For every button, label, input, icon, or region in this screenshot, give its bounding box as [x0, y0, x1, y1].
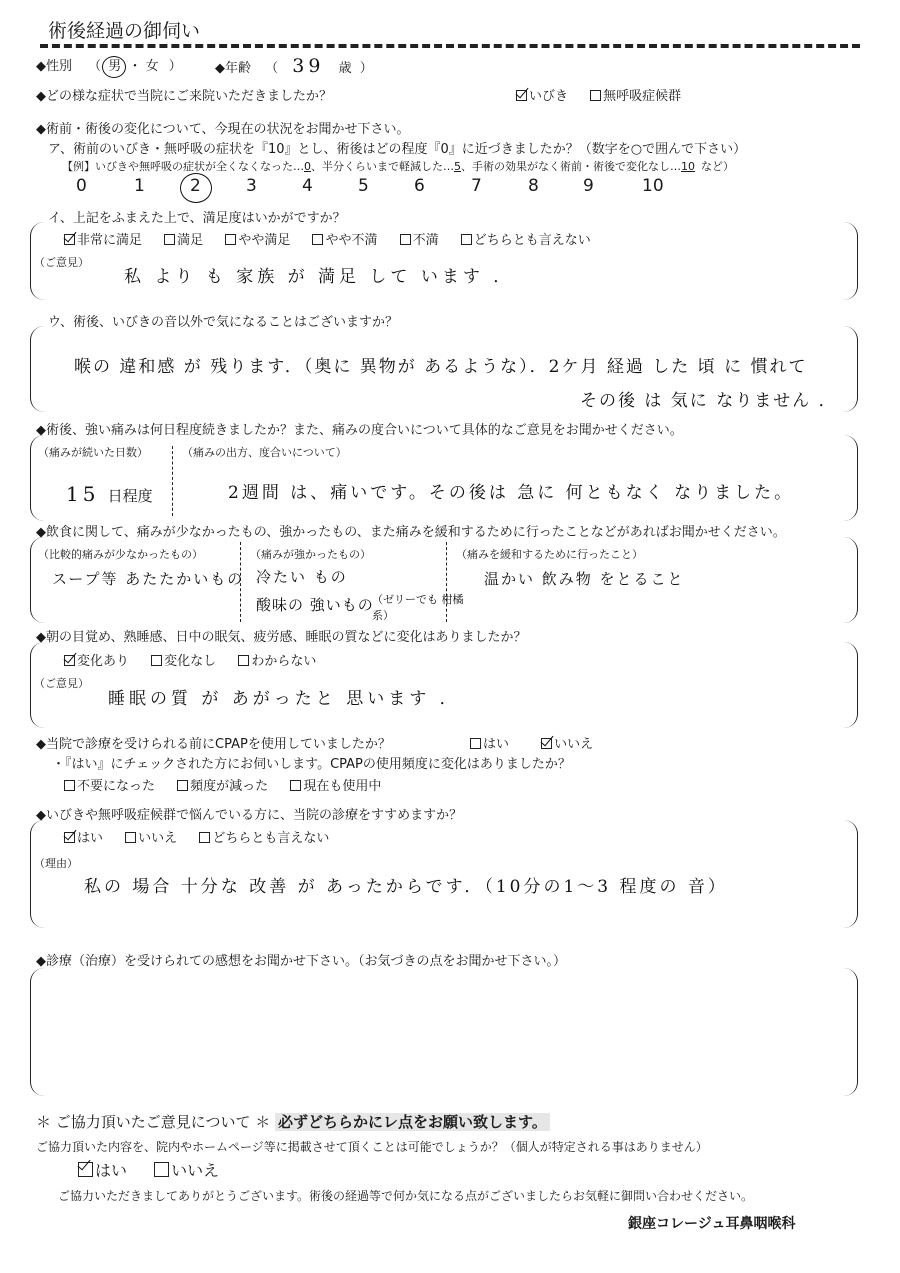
- sex-female[interactable]: 女: [145, 59, 159, 74]
- food-col2-answer-c[interactable]: （ゼリーでも 柑橘系）: [372, 593, 464, 622]
- footer-line2: ご協力頂いた内容を、院内やホームページ等に掲載させて頂くことは可能でしょうか？（個人が特定される事はありません）: [36, 1140, 708, 1154]
- scale-3[interactable]: 3: [246, 176, 257, 196]
- impression-box[interactable]: [30, 968, 858, 1096]
- sex-dot: ・: [128, 59, 142, 74]
- option-recommend-neutral-label: どちらとも言えない: [212, 831, 330, 846]
- recommend-options: [64, 827, 347, 846]
- sex-male-text: 男: [108, 59, 122, 74]
- q-change-example: [62, 158, 734, 174]
- checkbox-changed[interactable]: [64, 655, 75, 666]
- option-somewhat-satisfied[interactable]: [225, 233, 290, 248]
- q-change-a: ア、術前のいびき・無呼吸の症状を『10』とし、術後はどの程度『0』に近づきましたか？（数字を○で囲んで下さい）: [48, 142, 747, 157]
- footer-thanks: ご協力いただきましてありがとうございます。術後の経過等で何か気になる点がございましたらお気軽に御問い合わせください。: [58, 1189, 754, 1203]
- option-not-needed-label: 不要になった: [77, 779, 156, 794]
- scale-1[interactable]: 1: [134, 176, 145, 196]
- footer-no-label: いいえ: [171, 1161, 220, 1180]
- title-rule: [40, 44, 860, 48]
- sex-label: ◆性別: [36, 59, 72, 74]
- pain-days-unit: 日程度: [107, 487, 153, 505]
- cpap-no-label: いいえ: [554, 737, 594, 752]
- scale-9[interactable]: 9: [583, 176, 594, 196]
- footer-no[interactable]: [154, 1161, 219, 1180]
- option-unchanged[interactable]: [151, 654, 216, 669]
- option-not-needed[interactable]: [64, 779, 155, 794]
- option-recommend-no-label: いいえ: [138, 831, 178, 846]
- food-col3-answer[interactable]: 温かい 飲み物 をとること: [484, 570, 685, 588]
- age-label: ◆年齢: [215, 61, 251, 76]
- option-very-satisfied-label: 非常に満足: [77, 233, 143, 248]
- example-zero: 0: [304, 160, 311, 173]
- male-circle: [102, 56, 126, 78]
- option-satisfied[interactable]: [164, 233, 203, 248]
- footer-yes[interactable]: [78, 1161, 127, 1180]
- checkbox-satisfied[interactable]: [164, 234, 175, 245]
- q-recommend-header: ◆いびきや無呼吸症候群で悩んでいる方に、当院の診療をすすめますか？: [36, 808, 463, 823]
- checkbox-snoring[interactable]: [516, 90, 527, 101]
- scale-6[interactable]: 6: [414, 176, 425, 196]
- checkbox-not-needed[interactable]: [64, 780, 75, 791]
- example-tail: など）: [701, 160, 734, 173]
- option-changed[interactable]: [64, 654, 129, 669]
- cpap-sub-options: [64, 775, 399, 794]
- checkbox-dissatisfied[interactable]: [400, 234, 411, 245]
- checkbox-still-using[interactable]: [290, 780, 301, 791]
- option-reduced[interactable]: [177, 779, 268, 794]
- footer-yes-label: はい: [95, 1161, 128, 1180]
- recommend-reason-label: （理由）: [34, 857, 78, 870]
- checkbox-neutral[interactable]: [461, 234, 472, 245]
- checkbox-somewhat-dissatisfied[interactable]: [312, 234, 323, 245]
- q-satisfaction-header: イ、上記をふまえた上で、満足度はいかがですか？: [48, 211, 346, 226]
- option-neutral-label: どちらとも言えない: [473, 233, 591, 248]
- scale-2[interactable]: 2: [190, 176, 201, 196]
- q-pain-header: ◆術後、強い痛みは何日程度続きましたか？また、痛みの度合いについて具体的なご意見をお聞かせください。: [36, 423, 683, 438]
- option-recommend-neutral[interactable]: [199, 831, 329, 846]
- food-col2-label: （痛みが強かったもの）: [250, 548, 371, 561]
- satisfaction-answer[interactable]: 私 より も 家族 が 満足 して います ．: [124, 267, 515, 287]
- age-close: ）: [359, 61, 373, 76]
- option-somewhat-dissatisfied[interactable]: [312, 233, 377, 248]
- checkbox-footer-no[interactable]: [154, 1162, 169, 1177]
- option-snoring[interactable]: [516, 89, 568, 104]
- sleep-options: [64, 650, 334, 669]
- checkbox-cpap-no[interactable]: [541, 738, 552, 749]
- scale-10[interactable]: 10: [642, 176, 664, 196]
- option-snoring-label: いびき: [529, 89, 569, 104]
- sex-open: （: [88, 59, 102, 74]
- scale-row: [0, 176, 900, 200]
- age-value[interactable]: 39: [292, 55, 325, 77]
- option-satisfied-label: 満足: [177, 233, 204, 248]
- scale-8[interactable]: 8: [528, 176, 539, 196]
- footer-line1: [36, 1111, 550, 1132]
- option-recommend-no[interactable]: [125, 831, 177, 846]
- food-col2-answer-b[interactable]: 酸味の 強いもの: [256, 596, 374, 614]
- checkbox-unchanged[interactable]: [151, 655, 162, 666]
- checkbox-recommend-yes[interactable]: [64, 832, 75, 843]
- option-unknown-label: わからない: [251, 654, 317, 669]
- checkbox-somewhat-satisfied[interactable]: [225, 234, 236, 245]
- option-unknown[interactable]: [238, 654, 316, 669]
- food-col2-answer-a[interactable]: 冷たい もの: [256, 568, 348, 586]
- sleep-opinion-label: （ご意見）: [34, 677, 89, 690]
- option-apnea-label: 無呼吸症候群: [603, 89, 682, 104]
- q-impression-header: ◆診療（治療）を受けられての感想をお聞かせ下さい。（お気づきの点をお聞かせ下さい。）: [36, 954, 566, 969]
- checkbox-reduced[interactable]: [177, 780, 188, 791]
- other-answer-line2[interactable]: その後 は 気に なりません ．: [580, 391, 838, 411]
- checkbox-apnea[interactable]: [590, 90, 601, 101]
- option-still-using-label: 現在も使用中: [303, 779, 382, 794]
- clinic-name: 銀座コレージュ耳鼻咽喉科: [628, 1216, 796, 1232]
- scale-7[interactable]: 7: [471, 176, 482, 196]
- cpap-yes-label: はい: [483, 737, 510, 752]
- footer-options: [78, 1158, 219, 1181]
- cpap-no[interactable]: [541, 737, 593, 752]
- checkbox-footer-yes[interactable]: [78, 1162, 93, 1177]
- food-col1-answer[interactable]: スープ等 あたたかいもの: [52, 570, 245, 588]
- pain-divider: [172, 446, 173, 516]
- sex-close: ）: [168, 59, 182, 74]
- footer-line1-emphasis: 必ずどちらかにレ点をお願い致します。: [275, 1113, 550, 1131]
- example-five: 5: [454, 160, 461, 173]
- age-open: （: [265, 61, 279, 76]
- option-neutral[interactable]: [461, 233, 591, 248]
- symptom-options: [516, 85, 681, 104]
- sex-male[interactable]: [105, 59, 124, 74]
- q-sleep-header: ◆朝の目覚め、熟睡感、日中の眠気、疲労感、睡眠の質などに変化はありましたか？: [36, 630, 527, 645]
- q-cpap-header: ◆当院で診療を受けられる前にCPAPを使用していましたか？: [36, 737, 391, 752]
- checkbox-very-satisfied[interactable]: [64, 234, 75, 245]
- option-recommend-yes[interactable]: [64, 831, 103, 846]
- q-change-header: ◆術前・術後の変化について、今現在の状況をお聞かせ下さい。: [36, 122, 410, 137]
- pain-days-value[interactable]: 15: [66, 482, 100, 506]
- q-symptom: ◆どの様な症状で当院にご来院いただきましたか？: [36, 89, 332, 104]
- checkbox-recommend-no[interactable]: [125, 832, 136, 843]
- option-somewhat-satisfied-label: やや満足: [238, 233, 291, 248]
- pain-days: [66, 482, 153, 506]
- example-mid: 、半分くらいまで軽減した…: [311, 160, 454, 173]
- checkbox-unknown[interactable]: [238, 655, 249, 666]
- scale-selected-circle: [180, 173, 212, 203]
- scale-0[interactable]: 0: [76, 176, 87, 196]
- example-text: 【例】いびきや無呼吸の症状が全くなくなった…: [62, 160, 304, 173]
- sleep-answer[interactable]: 睡眠の質 が あがったと 思います ．: [108, 689, 461, 709]
- scale-5[interactable]: 5: [358, 176, 369, 196]
- checkbox-cpap-yes[interactable]: [470, 738, 481, 749]
- age-unit: 歳: [338, 61, 352, 76]
- example-end: 、手術の効果がなく術前・術後で変化なし…: [461, 160, 681, 173]
- option-very-satisfied[interactable]: [64, 233, 142, 248]
- other-answer-line1[interactable]: 喉の 違和感 が 残ります．（奥に 異物が あるような）．2ケ月 経過 した 頃 に 慣れて: [74, 357, 808, 377]
- page-title: 術後経過の御伺い: [48, 20, 201, 42]
- satisfaction-options: [64, 229, 609, 248]
- pain-answer[interactable]: 2週間 は、痛いです。その後は 急に 何ともなく なりました。: [228, 483, 795, 503]
- option-still-using[interactable]: [290, 779, 381, 794]
- satisfaction-opinion-label: （ご意見）: [34, 256, 89, 269]
- pain-days-label: （痛みが続いた日数）: [38, 446, 148, 459]
- q-other-header: ウ、術後、いびきの音以外で気になることはございますか？: [48, 315, 398, 330]
- age-field: [215, 55, 373, 77]
- checkbox-recommend-neutral[interactable]: [199, 832, 210, 843]
- footer-line1-text: ＊ ご協力頂いたご意見について ＊: [36, 1113, 271, 1131]
- q-cpap-sub: ・『はい』にチェックされた方にお伺いします。CPAPの使用頻度に変化はありましたか？: [52, 757, 571, 772]
- option-reduced-label: 頻度が減った: [190, 779, 269, 794]
- option-apnea[interactable]: [590, 89, 681, 104]
- scale-4[interactable]: 4: [302, 176, 313, 196]
- option-dissatisfied[interactable]: [400, 233, 439, 248]
- option-somewhat-dissatisfied-label: やや不満: [325, 233, 378, 248]
- sex-field: [36, 55, 182, 74]
- q-food-header: ◆飲食に関して、痛みが少なかったもの、強かったもの、また痛みを緩和するために行ったことなどがあればお聞かせください。: [36, 525, 786, 540]
- recommend-answer[interactable]: 私の 場合 十分な 改善 が あったからです．（10分の1〜3 程度の 音）: [84, 877, 728, 897]
- pain-degree-label: （痛みの出方、度合いについて）: [182, 446, 347, 459]
- cpap-yes[interactable]: [470, 737, 509, 752]
- option-dissatisfied-label: 不満: [412, 233, 439, 248]
- option-unchanged-label: 変化なし: [164, 654, 217, 669]
- option-recommend-yes-label: はい: [77, 831, 104, 846]
- example-ten: 10: [681, 160, 695, 173]
- food-col1-label: （比較的痛みが少なかったもの）: [38, 548, 203, 561]
- option-changed-label: 変化あり: [77, 654, 130, 669]
- food-col3-label: （痛みを緩和するために行ったこと）: [456, 548, 643, 561]
- cpap-options: [470, 733, 593, 752]
